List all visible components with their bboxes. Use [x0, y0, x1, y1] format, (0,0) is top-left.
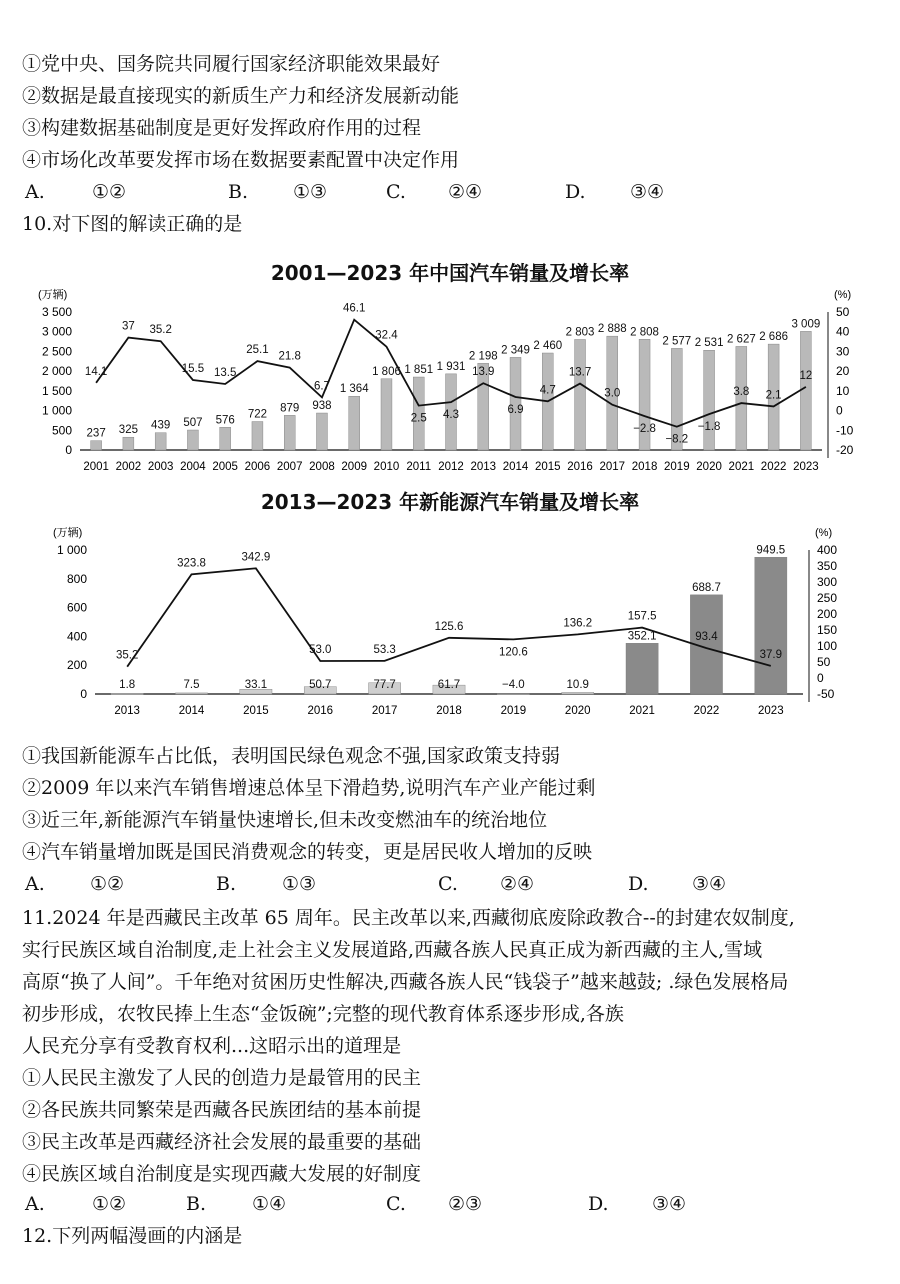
q11-statement-2: ②各民族共同繁荣是西藏各民族团结的基本前提	[22, 1099, 422, 1121]
bar-value-label: 7.5	[183, 679, 200, 691]
x-tick-label: 2017	[599, 461, 626, 473]
growth-rate-label: 15.5	[181, 363, 205, 376]
x-tick-label: 2022	[693, 705, 720, 717]
growth-rate-label: 157.5	[627, 610, 657, 623]
y-left-tick-label: 2 500	[41, 344, 72, 359]
growth-rate-label: −8.2	[665, 433, 689, 446]
bar-2023	[755, 557, 787, 694]
growth-rate-label: 37.9	[759, 648, 783, 661]
bar-value-label: 352.1	[627, 630, 657, 643]
x-tick-label: 2018	[436, 705, 462, 717]
bar-value-label: 507	[183, 417, 203, 430]
x-tick-label: 2023	[793, 461, 819, 473]
bar-2002	[123, 437, 134, 450]
y-left-tick-label: 200	[66, 658, 87, 673]
y-right-unit-label: (%)	[834, 289, 852, 301]
y-right-tick-label: 300	[817, 575, 838, 589]
growth-rate-label: 3.8	[733, 386, 750, 399]
q10-stem: 10.对下图的解读正确的是	[22, 213, 243, 235]
q9-option-c-value[interactable]: ②④	[448, 181, 483, 203]
q10-statement-2: ②2009 年以来汽车销售增速总体呈下滑趋势,说明汽车产业产能过剩	[22, 777, 596, 799]
q10-option-a-value[interactable]: ①②	[90, 873, 125, 895]
q9-statement-3: ③构建数据基础制度是更好发挥政府作用的过程	[22, 117, 422, 139]
y-left-tick-label: 600	[66, 600, 87, 615]
growth-rate-label: 53.0	[309, 644, 332, 657]
bar-value-label: 1.8	[119, 679, 136, 691]
bar-value-label: 938	[312, 400, 332, 413]
bar-value-label: 2 531	[694, 337, 724, 350]
growth-rate-label: 323.8	[177, 557, 206, 570]
bar-2001	[91, 441, 102, 450]
x-tick-label: 2021	[629, 705, 655, 717]
bar-value-label: −4.0	[502, 679, 525, 691]
q10-option-d-letter[interactable]: D.	[628, 873, 649, 895]
growth-rate-label: 3.0	[604, 387, 621, 400]
growth-rate-label: 6.9	[507, 403, 524, 416]
y-left-tick-label: 2 000	[41, 364, 72, 379]
growth-rate-label: 13.5	[213, 366, 237, 379]
bar-2014	[175, 693, 207, 694]
q11-option-a-letter[interactable]: A.	[25, 1193, 45, 1215]
q11-option-d-letter[interactable]: D.	[588, 1193, 609, 1215]
growth-rate-label: 37	[121, 320, 135, 333]
growth-rate-label: 2.1	[765, 389, 782, 402]
bar-value-label: 2 627	[726, 333, 756, 346]
bar-value-label: 879	[280, 402, 300, 415]
bar-value-label: 10.9	[566, 679, 589, 691]
x-tick-label: 2004	[180, 461, 206, 473]
y-right-tick-label: -10	[836, 423, 854, 438]
x-tick-label: 2016	[567, 461, 593, 473]
q9-option-a-value[interactable]: ①②	[92, 181, 127, 203]
x-tick-label: 2006	[244, 461, 271, 473]
y-right-tick-label: 40	[836, 324, 850, 339]
growth-rate-label: 12	[799, 369, 813, 382]
growth-rate-label: 6.7	[313, 380, 330, 393]
bar-value-label: 1 806	[372, 365, 401, 378]
bar-2008	[316, 413, 327, 450]
x-tick-label: 2012	[438, 461, 464, 473]
bar-2004	[187, 430, 198, 450]
x-tick-label: 2009	[341, 461, 368, 473]
x-tick-label: 2015	[534, 461, 561, 473]
bar-value-label: 33.1	[244, 679, 268, 691]
x-tick-label: 2007	[276, 461, 303, 473]
bar-value-label: 2 577	[662, 335, 692, 348]
chart1-title: 2001—2023 年中国汽车销量及增长率	[270, 261, 630, 285]
bar-value-label: 77.7	[373, 679, 396, 691]
q11-option-a-value[interactable]: ①②	[92, 1193, 127, 1215]
q11-option-c-value[interactable]: ②③	[448, 1193, 483, 1215]
q11-statement-1: ①人民民主激发了人民的创造力是最管用的民主	[22, 1067, 422, 1089]
bar-value-label: 325	[118, 424, 138, 437]
bar-value-label: 2 198	[468, 350, 498, 363]
growth-rate-label: 342.9	[241, 551, 271, 564]
y-right-unit-label: (%)	[815, 527, 833, 539]
x-tick-label: 2021	[728, 461, 755, 473]
q11-option-c-letter[interactable]: C.	[386, 1193, 406, 1215]
q10-option-d-value[interactable]: ③④	[692, 873, 727, 895]
q9-option-b-value[interactable]: ①③	[293, 181, 328, 203]
q9-option-c-letter[interactable]: C.	[386, 181, 406, 203]
x-tick-label: 2001	[83, 461, 109, 473]
bar-2020	[562, 692, 594, 694]
q12-stem: 12.下列两幅漫画的内涵是	[22, 1225, 243, 1247]
y-right-tick-label: 0	[817, 671, 824, 685]
y-right-tick-label: 400	[817, 543, 838, 557]
x-tick-label: 2023	[758, 705, 784, 717]
bar-2010	[381, 379, 392, 450]
x-tick-label: 2018	[631, 461, 658, 473]
q9-option-b-letter[interactable]: B.	[228, 181, 249, 203]
y-left-tick-label: 500	[51, 423, 72, 438]
x-tick-label: 2019	[500, 705, 527, 717]
bar-value-label: 2 349	[501, 344, 530, 357]
q11-option-b-letter[interactable]: B.	[186, 1193, 207, 1215]
bar-value-label: 439	[151, 419, 171, 432]
y-right-tick-label: 150	[817, 623, 838, 637]
y-right-tick-label: -50	[817, 687, 835, 701]
bar-value-label: 1 851	[404, 364, 434, 377]
bar-value-label: 1 931	[436, 360, 466, 373]
q10-option-c-value[interactable]: ②④	[500, 873, 535, 895]
bar-2013	[111, 694, 143, 695]
q10-statement-1: ①我国新能源车占比低，表明国民绿色观念不强,国家政策支持弱	[22, 745, 561, 767]
y-left-tick-label: 3 000	[41, 324, 72, 339]
x-tick-label: 2010	[373, 461, 400, 473]
growth-rate-label: −1.8	[697, 421, 721, 434]
growth-rate-label: 35.2	[115, 649, 139, 662]
y-left-tick-label: 1 000	[41, 403, 72, 418]
q10-option-b-value[interactable]: ①③	[282, 873, 317, 895]
growth-rate-label: 120.6	[498, 646, 528, 659]
q9-option-a-letter[interactable]: A.	[25, 181, 45, 203]
bar-value-label: 2 686	[759, 331, 788, 344]
bar-2019	[497, 694, 529, 695]
y-right-tick-label: -20	[836, 443, 854, 457]
q11-paragraph-line: 实行民族区域自治制度,走上社会主义发展道路,西藏各族人民真正成为新西藏的主人,雪域	[22, 939, 763, 961]
q11-paragraph-line: 11.2024 年是西藏民主改革 65 周年。民主改革以来,西藏彻底废除政教合--的封建农奴制度,	[22, 907, 795, 929]
y-right-tick-label: 0	[836, 403, 843, 418]
x-tick-label: 2013	[114, 705, 140, 717]
bar-2021	[736, 346, 747, 450]
growth-rate-label: 4.3	[443, 409, 459, 422]
y-left-tick-label: 3 500	[41, 305, 72, 319]
growth-rate-label: 14.1	[84, 365, 108, 378]
x-tick-label: 2022	[760, 461, 787, 473]
y-left-unit-label: (万辆)	[53, 527, 83, 539]
bar-value-label: 2 803	[565, 326, 595, 339]
y-left-tick-label: 1 500	[41, 383, 72, 398]
q11-paragraph-line: 高原“换了人间”。千年绝对贫困历史性解决,西藏各族人民“钱袋子”越来越鼓; .绿色发展格局	[22, 971, 789, 993]
x-tick-label: 2008	[309, 461, 335, 473]
y-left-tick-label: 400	[66, 629, 87, 644]
bar-value-label: 1 364	[339, 383, 369, 396]
y-right-tick-label: 30	[836, 344, 850, 359]
bar-2007	[284, 415, 295, 450]
y-right-tick-label: 250	[817, 591, 838, 605]
q9-statement-2: ②数据是最直接现实的新质生产力和经济发展新动能	[22, 85, 460, 107]
bar-value-label: 2 808	[630, 326, 659, 339]
bar-value-label: 2 888	[597, 323, 627, 336]
x-tick-label: 2016	[307, 705, 334, 717]
q11-option-b-value[interactable]: ①④	[252, 1193, 287, 1215]
y-left-tick-label: 0	[80, 687, 87, 701]
growth-rate-label: 13.9	[472, 366, 495, 379]
x-tick-label: 2015	[243, 705, 269, 717]
y-left-unit-label: (万辆)	[38, 289, 68, 301]
x-tick-label: 2011	[406, 461, 432, 473]
bar-value-label: 722	[247, 408, 268, 421]
q11-paragraph-line: 人民充分享有受教育权利...这昭示出的道理是	[22, 1035, 402, 1057]
x-tick-label: 2020	[696, 461, 722, 473]
growth-rate-label: 46.1	[343, 302, 366, 315]
bar-2016	[575, 339, 586, 450]
x-tick-label: 2005	[212, 461, 238, 473]
q10-option-c-letter[interactable]: C.	[438, 873, 458, 895]
q10-option-a-letter[interactable]: A.	[25, 873, 45, 895]
x-tick-label: 2014	[178, 705, 205, 717]
bar-2021	[626, 643, 658, 694]
chart2-title: 2013—2023 年新能源汽车销量及增长率	[260, 490, 640, 514]
growth-rate-label: 2.5	[410, 412, 427, 425]
y-right-tick-label: 100	[817, 639, 838, 653]
bar-2003	[155, 433, 166, 450]
y-right-tick-label: 10	[836, 383, 850, 398]
bar-2005	[220, 427, 231, 450]
chart1-car-sales	[0, 282, 900, 502]
q9-statement-1: ①党中央、国务院共同履行国家经济职能效果最好	[22, 53, 441, 75]
bar-2006	[252, 422, 263, 450]
growth-rate-label: 25.1	[246, 344, 269, 357]
growth-rate-label: −2.8	[633, 423, 656, 436]
x-tick-label: 2019	[664, 461, 690, 473]
chart2-nev-sales	[0, 512, 900, 732]
q10-statement-3: ③近三年,新能源汽车销量快速增长,但未改变燃油车的统治地位	[22, 809, 548, 831]
bar-value-label: 576	[215, 414, 235, 427]
bar-2009	[349, 396, 360, 450]
x-tick-label: 2013	[470, 461, 497, 473]
bar-value-label: 949.5	[756, 544, 786, 557]
x-tick-label: 2020	[564, 705, 591, 717]
growth-rate-label: 4.7	[539, 384, 556, 397]
y-right-tick-label: 50	[836, 305, 850, 319]
q9-option-d-letter[interactable]: D.	[565, 181, 586, 203]
y-right-tick-label: 350	[817, 559, 838, 573]
y-right-tick-label: 50	[817, 655, 831, 669]
growth-rate-label: 93.4	[695, 631, 718, 644]
x-tick-label: 2017	[371, 705, 398, 717]
bar-value-label: 50.7	[309, 679, 332, 691]
y-left-tick-label: 0	[65, 443, 72, 457]
bar-value-label: 2 460	[533, 340, 563, 353]
y-right-tick-label: 200	[817, 607, 838, 621]
growth-rate-label: 13.7	[568, 366, 592, 379]
growth-rate-line	[127, 568, 771, 666]
x-tick-label: 2002	[115, 461, 142, 473]
q9-option-d-value[interactable]: ③④	[630, 181, 665, 203]
growth-rate-label: 32.4	[375, 329, 398, 342]
y-left-tick-label: 1 000	[56, 543, 87, 557]
bar-value-label: 3 009	[791, 318, 821, 331]
bar-2023	[800, 331, 811, 450]
x-tick-label: 2014	[502, 461, 529, 473]
bar-value-label: 237	[86, 427, 106, 440]
q11-statement-4: ④民族区域自治制度是实现西藏大发展的好制度	[22, 1163, 422, 1185]
growth-rate-label: 21.8	[278, 350, 301, 363]
q11-option-d-value[interactable]: ③④	[652, 1193, 687, 1215]
q11-statement-3: ③民主改革是西藏经济社会发展的最重要的基础	[22, 1131, 422, 1153]
bar-value-label: 688.7	[692, 581, 721, 594]
growth-rate-label: 125.6	[434, 620, 464, 633]
q11-paragraph-line: 初步形成，农牧民捧上生态“金饭碗”;完整的现代教育体系逐步形成,各族	[22, 1003, 624, 1025]
growth-rate-label: 35.2	[149, 324, 172, 337]
x-tick-label: 2003	[147, 461, 174, 473]
growth-rate-label: 53.3	[373, 643, 396, 656]
bar-2020	[704, 350, 715, 450]
y-right-tick-label: 20	[836, 364, 850, 379]
q10-statement-4: ④汽车销量增加既是国民消费观念的转变，更是居民收人增加的反映	[22, 841, 593, 863]
bar-value-label: 61.7	[437, 679, 461, 691]
growth-rate-label: 136.2	[563, 617, 593, 630]
y-left-tick-label: 800	[66, 571, 87, 586]
q10-option-b-letter[interactable]: B.	[216, 873, 237, 895]
q9-statement-4: ④市场化改革要发挥市场在数据要素配置中决定作用	[22, 149, 460, 171]
